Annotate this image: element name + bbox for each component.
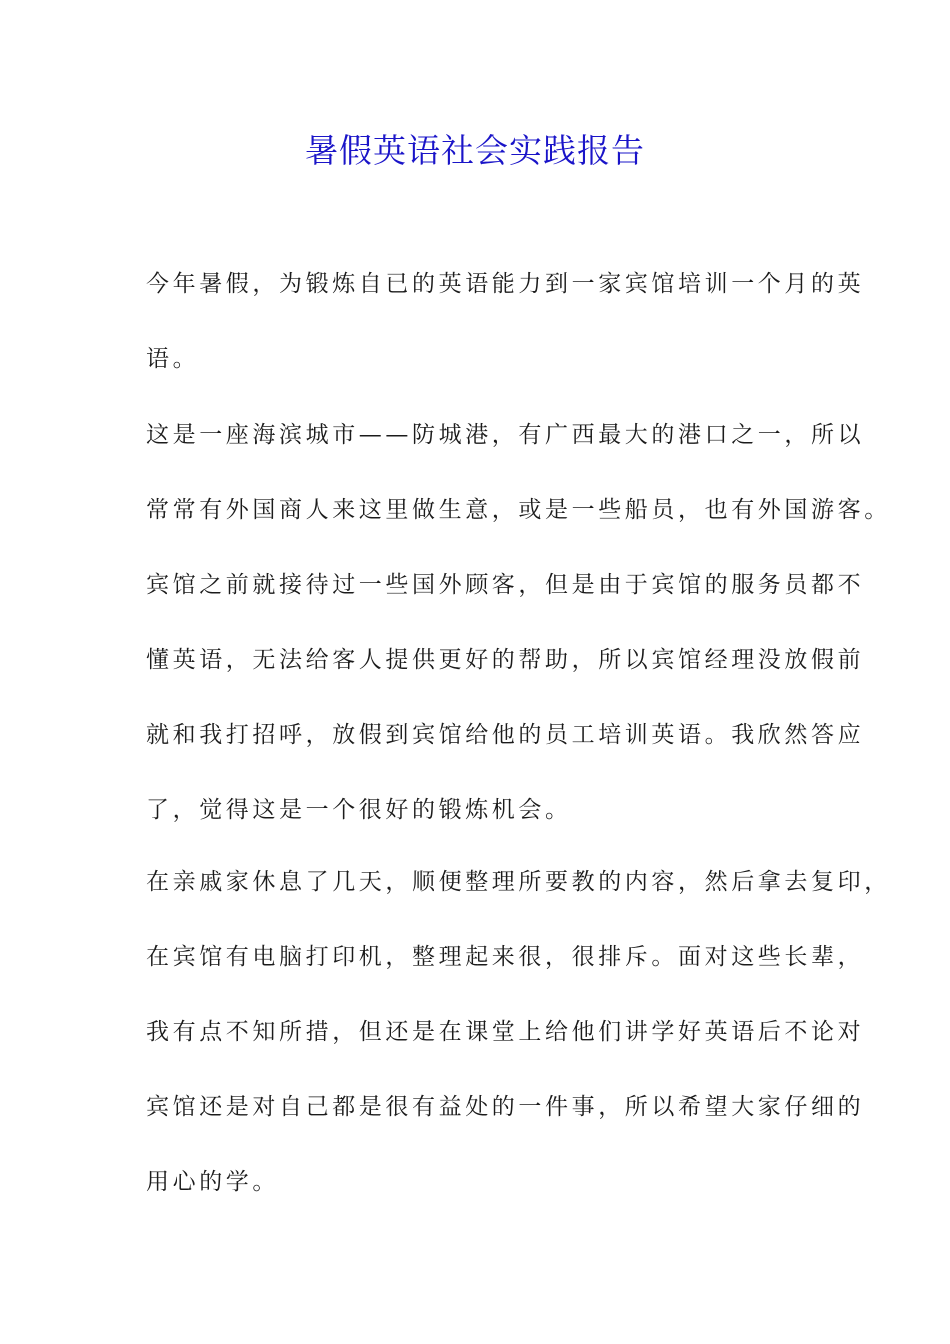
paragraph-3-line-1: 宾馆之前就接待过一些国外顾客，但是由于宾馆的服务员都不: [146, 572, 865, 598]
paragraph-3-line-2: 懂英语，无法给客人提供更好的帮助，所以宾馆经理没放假前: [146, 647, 865, 673]
paragraph-4-line-2: 在宾馆有电脑打印机，整理起来很，很排斥。面对这些长辈，: [146, 944, 865, 970]
paragraph-1-line-2: 语。: [146, 346, 200, 372]
paragraph-4-line-3: 我有点不知所措，但还是在课堂上给他们讲学好英语后不论对: [146, 1019, 865, 1045]
paragraph-4-line-5: 用心的学。: [146, 1169, 279, 1195]
paragraph-4-line-1: 在亲戚家休息了几天，顺便整理所要教的内容，然后拿去复印，: [146, 869, 891, 895]
paragraph-2-line-2: 常常有外国商人来这里做生意，或是一些船员，也有外国游客。: [146, 497, 891, 523]
paragraph-3-line-4: 了，觉得这是一个很好的锻炼机会。: [146, 797, 572, 823]
paragraph-1-line-1: 今年暑假，为锻炼自已的英语能力到一家宾馆培训一个月的英: [146, 271, 865, 297]
document-title: 暑假英语社会实践报告: [305, 131, 645, 170]
paragraph-3-line-3: 就和我打招呼，放假到宾馆给他的员工培训英语。我欣然答应: [146, 722, 865, 748]
paragraph-2-line-1: 这是一座海滨城市——防城港，有广西最大的港口之一，所以: [146, 422, 865, 448]
paragraph-4-line-4: 宾馆还是对自己都是很有益处的一件事，所以希望大家仔细的: [146, 1094, 865, 1120]
